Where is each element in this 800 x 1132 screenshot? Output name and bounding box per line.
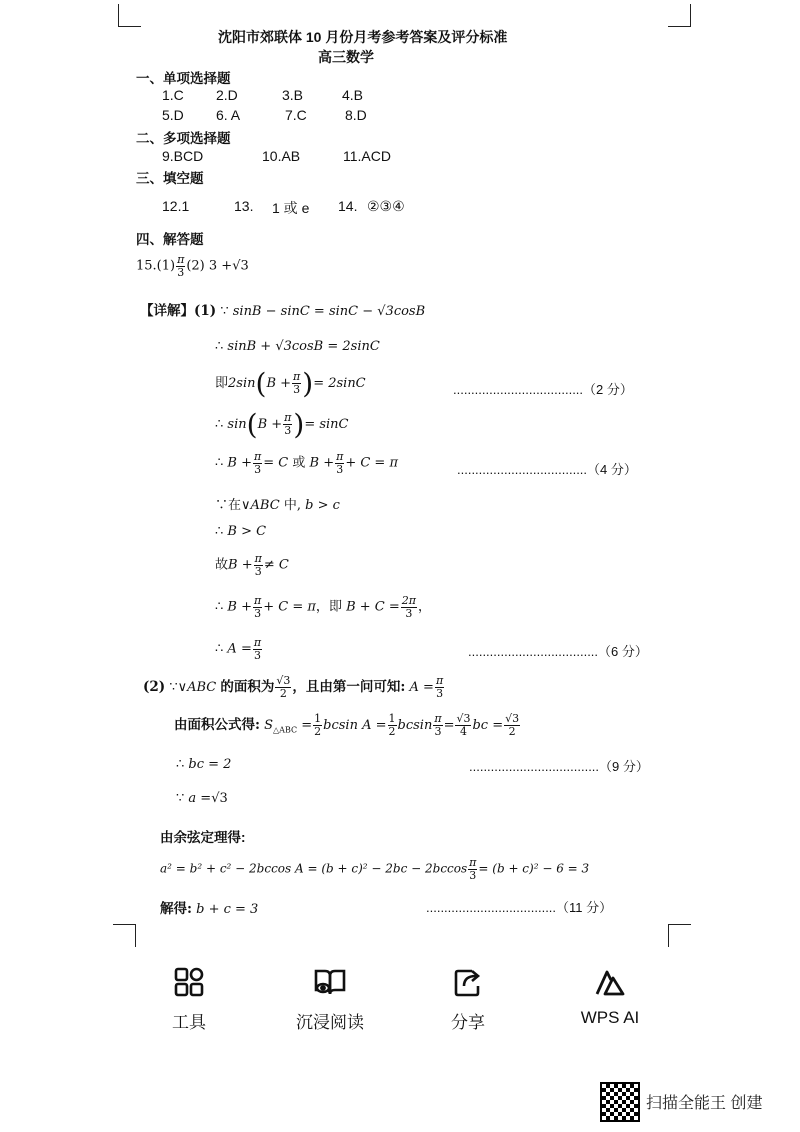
answer-6: 6. A bbox=[216, 107, 241, 123]
qr-code-icon bbox=[600, 1082, 640, 1122]
answer-13-label: 13. bbox=[234, 198, 254, 214]
score-6 bbox=[468, 641, 648, 660]
denominator: 2 bbox=[279, 687, 287, 700]
answer-12: 12.1 bbox=[162, 198, 190, 214]
fraction bbox=[275, 675, 291, 699]
numerator: π bbox=[253, 636, 262, 649]
part2-line-6 bbox=[160, 897, 258, 917]
because-symbol: ∵ bbox=[215, 498, 229, 513]
sqrt3: √3 bbox=[211, 791, 228, 806]
numerator: π bbox=[336, 450, 344, 463]
equation-part: B + bbox=[309, 455, 335, 471]
therefore-symbol: ∴ bbox=[215, 641, 224, 657]
leader-dots: .................................... bbox=[426, 900, 557, 915]
fraction bbox=[253, 451, 262, 475]
detail-line-1 bbox=[140, 299, 425, 319]
numerator: π bbox=[254, 552, 262, 565]
immersive-read-icon bbox=[312, 966, 348, 998]
crop-mark-top-left bbox=[118, 4, 141, 27]
crop-mark-bottom-left bbox=[113, 924, 136, 947]
equation-part: bcsin A = bbox=[323, 718, 387, 733]
equation-part: 2sin bbox=[228, 376, 256, 391]
therefore-symbol: ∴ bbox=[215, 417, 224, 432]
denominator: 2 bbox=[508, 725, 516, 738]
section4-heading: 四、解答题 bbox=[136, 232, 204, 247]
detail-label: 【详解】(1) bbox=[140, 303, 217, 319]
area-symbol: S bbox=[264, 718, 274, 733]
toolbar-label-immersive-read: 沉浸阅读 bbox=[296, 1013, 364, 1032]
part2-label: (2) bbox=[143, 679, 166, 695]
part2-line-2 bbox=[174, 713, 521, 738]
score-2 bbox=[453, 379, 633, 398]
detail-line-7 bbox=[215, 524, 266, 539]
fraction bbox=[254, 553, 263, 577]
paren-open: ( bbox=[255, 367, 267, 400]
numerator: π bbox=[177, 253, 185, 266]
toolbar-item-immersive-read[interactable] bbox=[285, 966, 375, 1033]
equation-part: = (b + c)² − 6 = 3 bbox=[478, 861, 590, 876]
denominator: 2 bbox=[388, 725, 396, 738]
denominator: 3 bbox=[254, 564, 262, 578]
score-4 bbox=[457, 459, 637, 478]
paren-close: ) bbox=[302, 367, 314, 400]
equation-part: bcsin bbox=[397, 718, 433, 733]
therefore-symbol: ∴ bbox=[176, 757, 185, 772]
detail-line-2 bbox=[215, 339, 380, 354]
detail-line-4 bbox=[215, 408, 349, 441]
equation-part: + C = π bbox=[345, 455, 399, 471]
ji-word: 即 bbox=[215, 376, 229, 391]
denominator: 3 bbox=[405, 606, 413, 620]
part2-line-4 bbox=[176, 791, 228, 806]
area-subscript: △ABC bbox=[273, 725, 298, 735]
equation-part: b > c bbox=[305, 498, 340, 513]
fraction bbox=[253, 637, 262, 661]
part2-line-5 bbox=[160, 857, 589, 881]
toolbar-item-tools[interactable] bbox=[158, 966, 220, 1033]
fraction bbox=[253, 595, 262, 619]
score-label: （4 分） bbox=[587, 462, 637, 477]
cosine-rule-text: 由余弦定理得: bbox=[160, 830, 246, 845]
denominator: 2 bbox=[314, 725, 322, 738]
leader-dots: .................................... bbox=[468, 644, 599, 659]
zhong-word: 中, bbox=[283, 498, 301, 513]
score-label: （11 分） bbox=[556, 900, 613, 915]
zai-word: 在 bbox=[228, 498, 242, 513]
equals: = bbox=[443, 718, 455, 733]
therefore-symbol: ∴ bbox=[215, 455, 224, 471]
equation-part: B + bbox=[227, 599, 252, 615]
leader-dots: .................................... bbox=[469, 759, 600, 774]
equation: sinB − sinC = sinC − √3cosB bbox=[232, 304, 426, 319]
numerator: π bbox=[435, 674, 444, 688]
denominator: 3 bbox=[177, 265, 185, 279]
wps-ai-icon bbox=[593, 966, 627, 998]
therefore-symbol: ∴ bbox=[215, 339, 224, 354]
denominator: 3 bbox=[469, 868, 477, 882]
answer-2: 2.D bbox=[216, 87, 238, 103]
therefore-symbol: ∴ bbox=[215, 599, 224, 615]
toolbar-label-wps-ai: WPS AI bbox=[580, 1008, 640, 1027]
toolbar-label-share: 分享 bbox=[451, 1013, 485, 1032]
denominator: 3 bbox=[293, 383, 301, 396]
leader-dots: .................................... bbox=[453, 382, 584, 397]
comma: ， bbox=[315, 599, 329, 615]
part2-line-3 bbox=[176, 757, 231, 772]
solve-text: 解得: bbox=[160, 901, 192, 917]
equation-part: A = bbox=[227, 641, 252, 657]
fraction bbox=[401, 595, 417, 619]
denominator: 3 bbox=[254, 606, 262, 620]
answer-10: 10.AB bbox=[262, 148, 301, 164]
equation-part: B + bbox=[228, 557, 253, 573]
detail-line-6 bbox=[215, 494, 340, 513]
toolbar-item-share[interactable] bbox=[438, 966, 498, 1033]
crop-mark-bottom-right bbox=[668, 924, 691, 947]
equation-part: B + bbox=[227, 455, 252, 471]
fraction bbox=[433, 713, 442, 737]
equation-part: + C = π bbox=[263, 599, 316, 615]
triangle-abc: ∨ABC bbox=[177, 680, 217, 695]
answer-8: 8.D bbox=[345, 107, 367, 123]
denominator: 3 bbox=[253, 648, 261, 662]
because-symbol: ∵ bbox=[176, 791, 185, 806]
section3-heading: 三、填空题 bbox=[136, 171, 204, 186]
equals: = bbox=[301, 718, 313, 733]
answer-11: 11.ACD bbox=[343, 148, 391, 164]
paren-close: ) bbox=[293, 408, 305, 441]
denominator: 3 bbox=[284, 424, 292, 437]
leader-dots: .................................... bbox=[457, 462, 588, 477]
page-subtitle: 高三数学 bbox=[318, 49, 374, 65]
denominator: 3 bbox=[336, 462, 344, 476]
equation-part: A = bbox=[409, 680, 434, 695]
section1-heading: 一、单项选择题 bbox=[136, 71, 231, 86]
bottom-toolbar bbox=[0, 960, 800, 1040]
score-label: （9 分） bbox=[599, 759, 649, 774]
equation: sinB + √3cosB = 2sinC bbox=[227, 339, 380, 354]
denominator: 3 bbox=[436, 687, 444, 700]
q15-part2: (2) bbox=[186, 258, 205, 274]
fraction: $\frac{1}{2}$ bbox=[314, 712, 322, 738]
tools-grid-icon bbox=[173, 966, 205, 998]
numerator: π bbox=[284, 411, 292, 425]
answer-14: ②③④ bbox=[367, 198, 405, 214]
fraction bbox=[504, 713, 520, 737]
numerator: π bbox=[469, 856, 477, 869]
equation-part: B > C bbox=[227, 524, 267, 539]
numerator: √3 bbox=[276, 674, 291, 688]
equation-part: = C bbox=[263, 455, 289, 471]
paren-open: ( bbox=[246, 408, 258, 441]
equation-part: b + c = 3 bbox=[196, 902, 259, 917]
section2-heading: 二、多项选择题 bbox=[136, 131, 231, 146]
fraction bbox=[292, 371, 301, 395]
equation-part: B + bbox=[266, 376, 292, 391]
detail-line-9 bbox=[215, 595, 431, 619]
equation-part: bc = bbox=[472, 718, 504, 733]
answer-14-label: 14. bbox=[338, 198, 358, 214]
page-title: 沈阳市郊联体 10 月份月考参考答案及评分标准 bbox=[218, 29, 508, 45]
score-11 bbox=[426, 897, 612, 916]
part2-line-1 bbox=[143, 675, 445, 700]
answer-5: 5.D bbox=[162, 107, 184, 123]
equation-part: ≠ C bbox=[263, 557, 289, 573]
fraction bbox=[176, 254, 185, 278]
answer-13: 1 或 e bbox=[272, 200, 310, 216]
denominator: 3 bbox=[254, 462, 262, 476]
numerator: π bbox=[254, 450, 262, 463]
numerator: √3 bbox=[456, 712, 471, 726]
q15-part2-value: 3 + bbox=[208, 258, 233, 274]
share-icon bbox=[452, 966, 484, 998]
huo-word: 或 bbox=[292, 455, 306, 471]
fraction: $\frac{1}{2}$ bbox=[388, 712, 396, 738]
area-text: 的面积为 bbox=[220, 679, 275, 695]
score-label: （2 分） bbox=[583, 382, 633, 397]
fraction bbox=[455, 713, 471, 737]
equation-part: = 2sinC bbox=[313, 376, 366, 391]
detail-line-5 bbox=[215, 451, 398, 475]
denominator: 3 bbox=[434, 725, 442, 738]
fraction bbox=[283, 412, 292, 436]
answer-1: 1.C bbox=[162, 87, 184, 103]
area-formula-text: 由面积公式得: bbox=[174, 717, 260, 733]
crop-mark-top-right bbox=[668, 4, 691, 27]
numerator: π bbox=[434, 712, 442, 726]
detail-line-8 bbox=[215, 553, 289, 577]
numerator: 2π bbox=[401, 594, 417, 607]
answer-9: 9.BCD bbox=[162, 148, 204, 164]
numerator: π bbox=[293, 370, 301, 384]
equation-part: B + C = bbox=[346, 599, 400, 615]
sqrt3: √3 bbox=[232, 258, 249, 274]
fraction bbox=[335, 451, 344, 475]
first-question-text: ，且由第一问可知: bbox=[292, 679, 406, 695]
scanner-watermark: 扫描全能王 创建 bbox=[646, 1095, 763, 1112]
numerator: π bbox=[254, 594, 262, 607]
equation-part: sin bbox=[227, 417, 247, 432]
answer-3: 3.B bbox=[282, 87, 304, 103]
triangle-abc: ∨ABC bbox=[241, 498, 280, 513]
toolbar-label-tools: 工具 bbox=[172, 1013, 206, 1032]
ji-word: 即 bbox=[328, 599, 342, 615]
q15-answer-line bbox=[136, 254, 249, 278]
because-symbol: ∵ bbox=[220, 304, 229, 319]
answer-4: 4.B bbox=[342, 87, 364, 103]
answer-7: 7.C bbox=[285, 107, 307, 123]
equation-part: bc = 2 bbox=[188, 757, 232, 772]
equation-part: = sinC bbox=[304, 417, 349, 432]
numerator: √3 bbox=[505, 712, 520, 726]
because-symbol: ∵ bbox=[169, 680, 178, 695]
detail-line-10 bbox=[215, 637, 263, 661]
gu-word: 故 bbox=[215, 557, 229, 573]
denominator: 4 bbox=[459, 725, 467, 738]
score-label: （6 分） bbox=[598, 644, 648, 659]
q15-label: 15.(1) bbox=[136, 258, 176, 274]
score-9 bbox=[469, 756, 649, 775]
therefore-symbol: ∴ bbox=[215, 524, 224, 539]
fraction bbox=[468, 857, 477, 881]
equation-part: a² = b² + c² − 2bccos A = (b + c)² − 2bc − 2bccos bbox=[160, 861, 468, 876]
fraction bbox=[435, 675, 444, 699]
equation-part: B + bbox=[257, 417, 283, 432]
detail-line-3 bbox=[215, 367, 366, 400]
comma: ， bbox=[418, 599, 432, 615]
equation-part: a = bbox=[188, 791, 212, 806]
toolbar-item-wps-ai[interactable] bbox=[570, 966, 650, 1028]
